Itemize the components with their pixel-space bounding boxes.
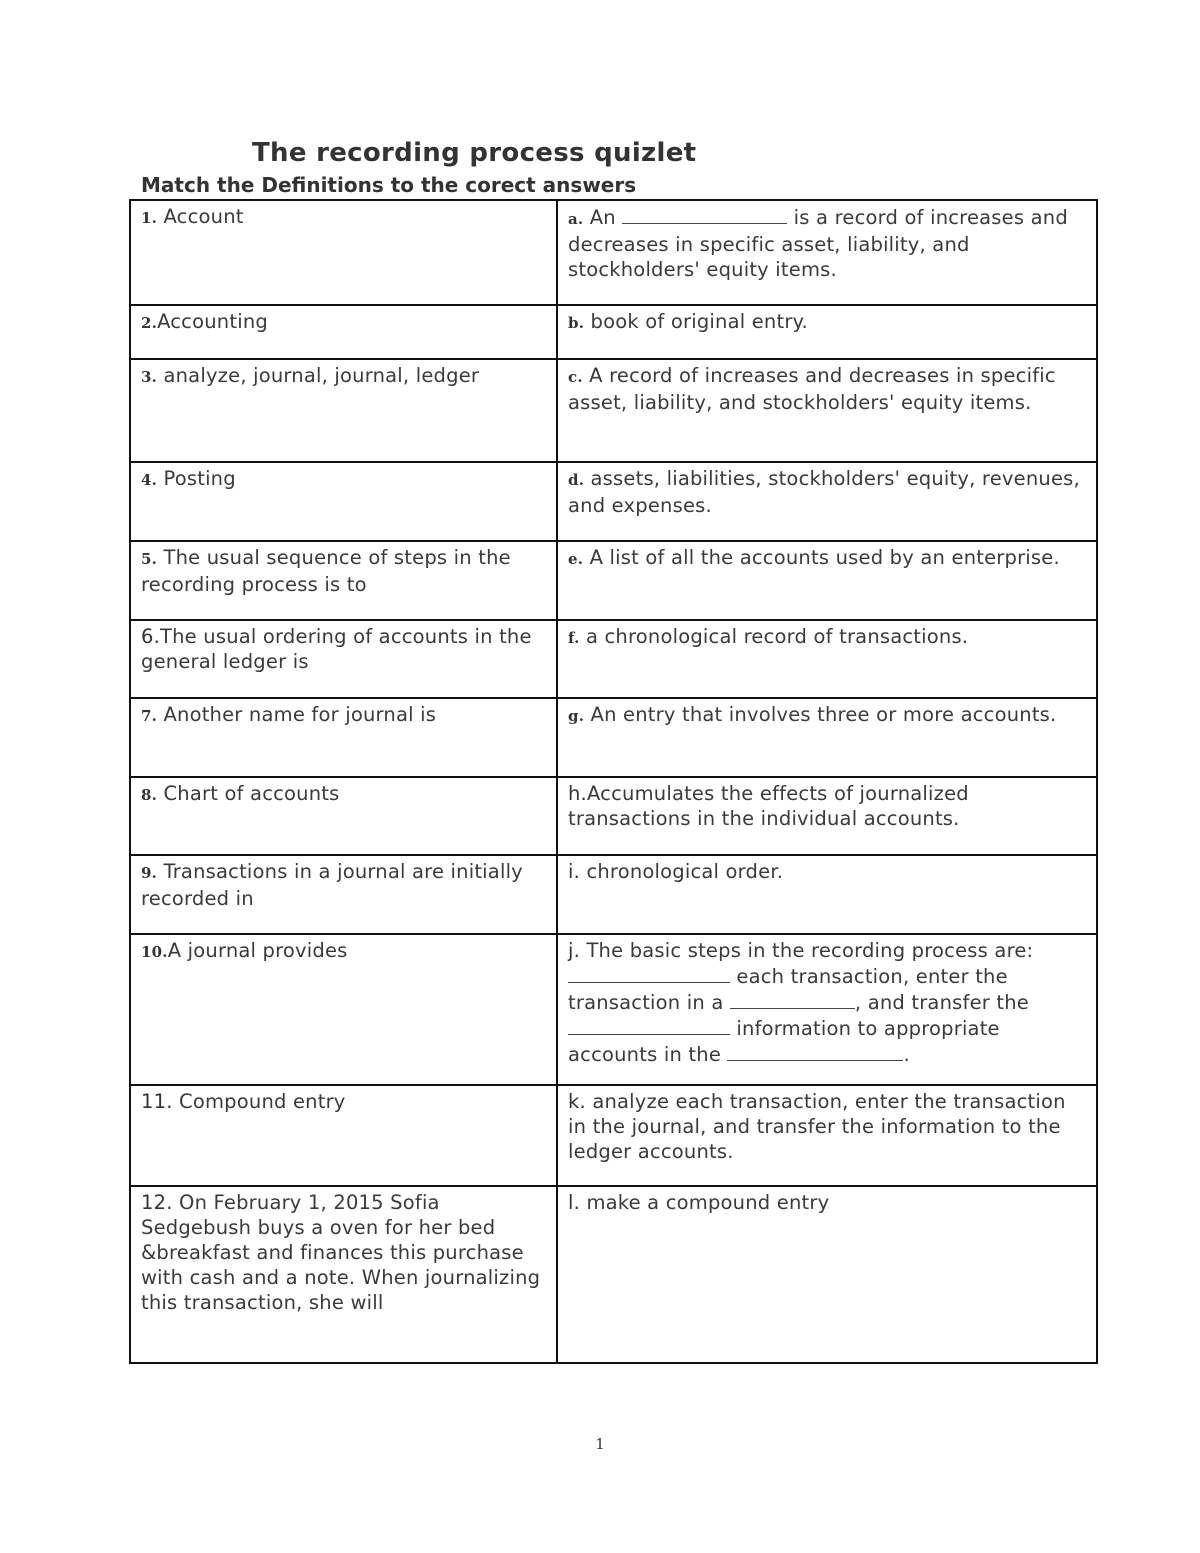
definition-letter: g.	[568, 707, 585, 725]
term-text: The usual sequence of steps in the recording process is to	[141, 546, 511, 596]
table-row	[130, 541, 1097, 620]
term-cell	[130, 698, 557, 777]
table-row	[130, 620, 1097, 698]
term-text: Accounting	[157, 310, 268, 333]
term-number: 9.	[141, 864, 158, 882]
term-number: 12.	[141, 1191, 173, 1214]
definition-text: a chronological record of transactions.	[585, 625, 969, 648]
definition-cell	[557, 1186, 1097, 1363]
definition-letter: a.	[568, 210, 584, 228]
term-text: On February 1, 2015 Sofia Sedgebush buys a oven for her bed &breakfast and finances this purchase with cash and a note. When journalizing this transaction, she will	[141, 1191, 541, 1314]
term-text: Posting	[163, 467, 236, 490]
definition-text: make a compound entry	[586, 1191, 830, 1214]
answer-blank	[622, 204, 787, 224]
term-text: Another name for journal is	[163, 703, 437, 726]
definition-text: A list of all the accounts used by an enterprise.	[589, 546, 1060, 569]
table-row	[130, 1186, 1097, 1363]
definition-cell	[557, 777, 1097, 855]
definition-text: The basic steps in the recording process are:	[586, 939, 1034, 962]
definition-text: .	[903, 1043, 910, 1066]
table-row	[130, 698, 1097, 777]
term-number: 4.	[141, 471, 158, 489]
table-row	[130, 855, 1097, 934]
term-number: 5.	[141, 550, 158, 568]
definition-letter: j.	[568, 939, 581, 962]
term-text: A journal provides	[167, 939, 348, 962]
definition-cell	[557, 855, 1097, 934]
term-text: analyze, journal, journal, ledger	[163, 364, 480, 387]
term-text: The usual ordering of accounts in the general ledger is	[141, 625, 532, 673]
definition-letter: d.	[568, 471, 585, 489]
term-number: 6.	[141, 625, 161, 648]
term-number: 3.	[141, 368, 158, 386]
definition-letter: c.	[568, 368, 583, 386]
answer-blank	[568, 1015, 730, 1035]
definition-cell	[557, 620, 1097, 698]
term-cell	[130, 462, 557, 541]
table-row	[130, 934, 1097, 1085]
term-cell	[130, 200, 557, 305]
term-text: Compound entry	[179, 1090, 346, 1113]
table-row	[130, 777, 1097, 855]
term-cell	[130, 934, 557, 1085]
definition-text: analyze each transaction, enter the transaction in the journal, and transfer the information to the ledger accounts.	[568, 1090, 1066, 1163]
definition-letter: b.	[568, 314, 585, 332]
definition-text: each transaction, enter the transaction in a	[568, 965, 1008, 1014]
definition-letter: l.	[568, 1191, 581, 1214]
definition-cell	[557, 541, 1097, 620]
table-row	[130, 462, 1097, 541]
definition-text: , and transfer the	[854, 991, 1029, 1014]
definition-cell	[557, 698, 1097, 777]
term-text: Chart of accounts	[163, 782, 340, 805]
term-number: 10.	[141, 943, 168, 961]
definition-text: information to appropriate accounts in the	[568, 1017, 1000, 1066]
definition-cell	[557, 359, 1097, 462]
definition-cell	[557, 934, 1097, 1085]
term-cell	[130, 541, 557, 620]
term-number: 7.	[141, 707, 158, 725]
definition-letter: k.	[568, 1090, 586, 1113]
definition-text: book of original entry.	[590, 310, 808, 333]
definition-letter: h.	[568, 782, 587, 805]
definition-cell	[557, 1085, 1097, 1186]
term-text: Account	[163, 205, 244, 228]
definition-cell	[557, 462, 1097, 541]
page-number: 1	[595, 1435, 605, 1453]
term-cell	[130, 359, 557, 462]
definition-text: A record of increases and decreases in specific asset, liability, and stockholders' equity items.	[568, 364, 1056, 414]
definition-text: assets, liabilities, stockholders' equity, revenues, and expenses.	[568, 467, 1080, 517]
definition-text: is a record of increases and decreases in specific asset, liability, and stockholders' equity items.	[568, 206, 1068, 281]
document-subtitle: Match the Definitions to the corect answers	[141, 173, 637, 197]
term-number: 1.	[141, 209, 158, 227]
definition-letter: i.	[568, 860, 581, 883]
term-cell	[130, 855, 557, 934]
definition-letter: f.	[568, 629, 580, 647]
term-number: 8.	[141, 786, 158, 804]
term-cell	[130, 777, 557, 855]
answer-blank	[730, 989, 855, 1009]
definition-text: Accumulates the effects of journalized transactions in the individual accounts.	[568, 782, 969, 830]
definition-text: An	[589, 206, 616, 229]
table-row	[130, 359, 1097, 462]
term-number: 2.	[141, 314, 158, 332]
definition-text: chronological order.	[586, 860, 784, 883]
matching-table	[129, 199, 1098, 1364]
answer-blank	[568, 963, 730, 983]
definition-cell	[557, 305, 1097, 359]
term-cell	[130, 1085, 557, 1186]
definition-letter: e.	[568, 550, 584, 568]
definition-text: An entry that involves three or more accounts.	[590, 703, 1057, 726]
document-title: The recording process quizlet	[252, 138, 697, 168]
term-cell	[130, 305, 557, 359]
answer-blank	[727, 1041, 903, 1061]
table-row	[130, 200, 1097, 305]
term-number: 11.	[141, 1090, 173, 1113]
term-cell	[130, 1186, 557, 1363]
definition-cell	[557, 200, 1097, 305]
term-cell	[130, 620, 557, 698]
table-row	[130, 1085, 1097, 1186]
term-text: Transactions in a journal are initially recorded in	[141, 860, 523, 910]
table-row	[130, 305, 1097, 359]
